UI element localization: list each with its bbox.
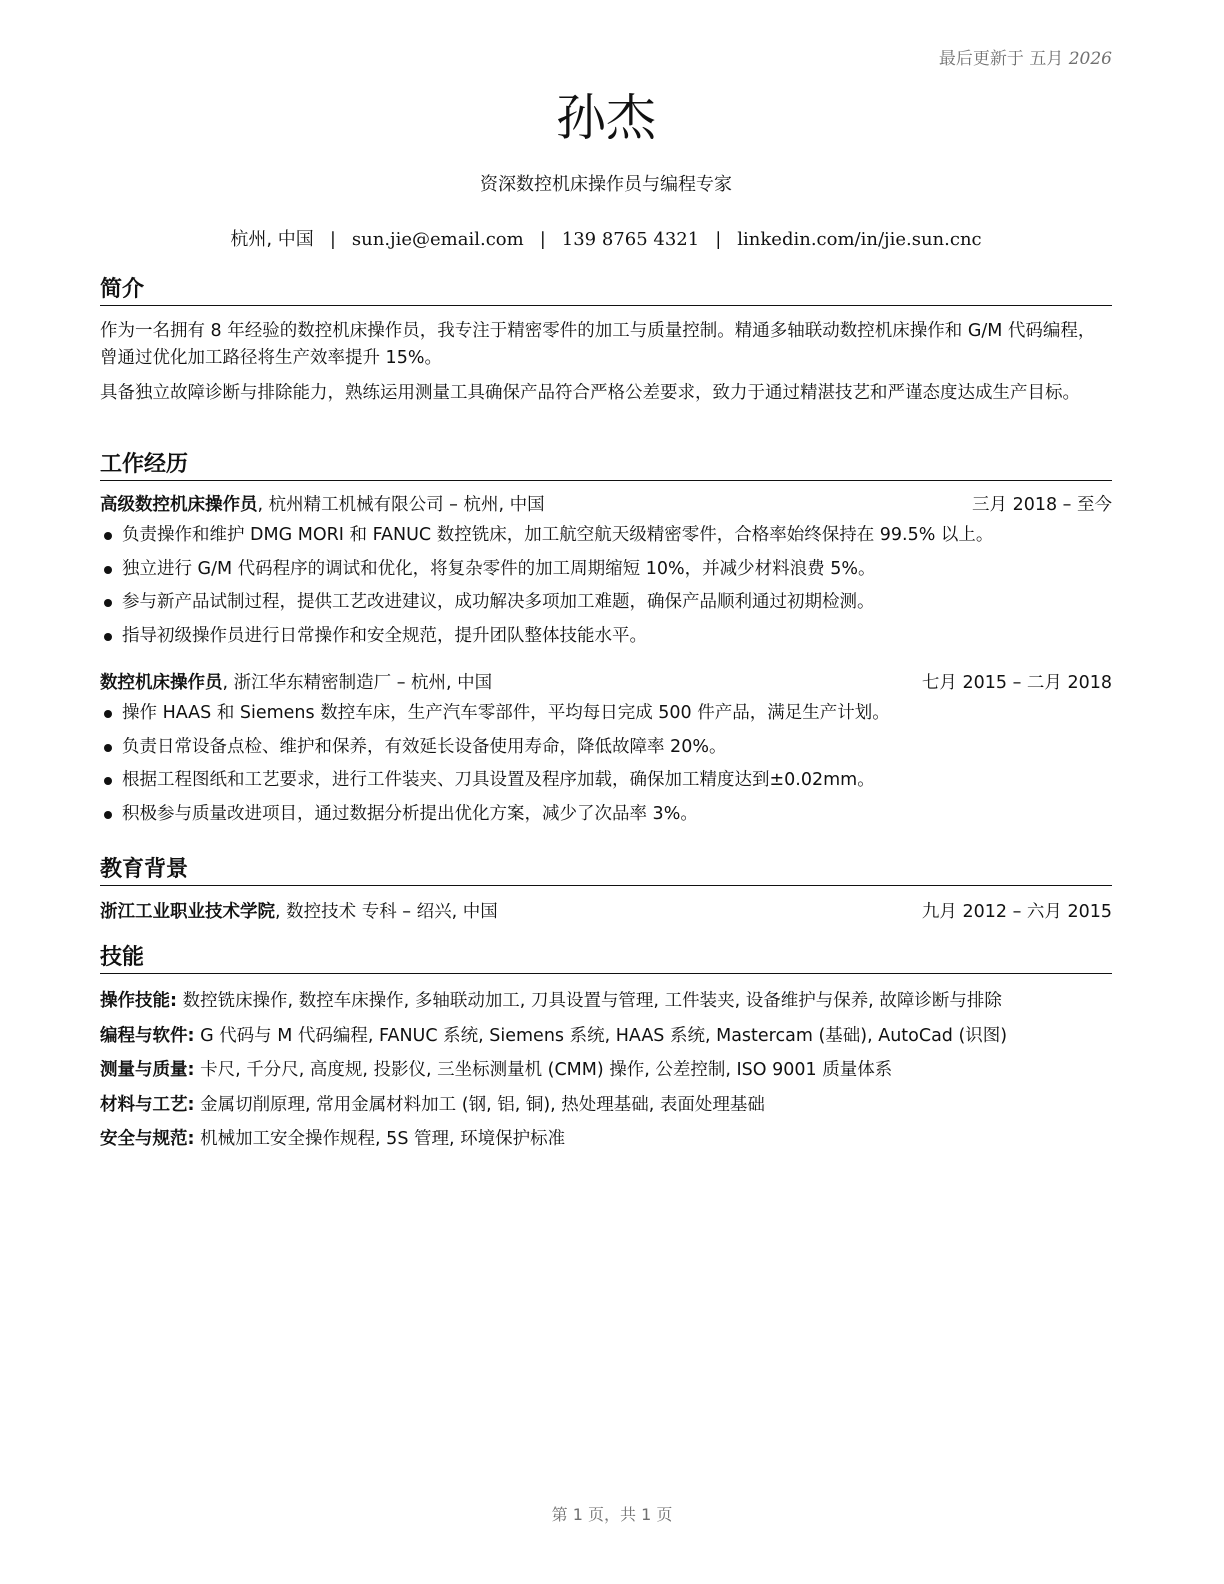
skill-label: 测量与质量: <box>100 1060 195 1080</box>
list-item: 操作 HAAS 和 Siemens 数控车床，生产汽车零部件，平均每日完成 500 件产品，满足生产计划。 <box>100 697 1112 731</box>
skills-section <box>100 944 1112 1157</box>
skill-row <box>100 1122 1112 1157</box>
job-bullets <box>100 519 1112 653</box>
education-section <box>100 856 1112 926</box>
page-footer: 第 1 页，共 1 页 <box>551 1505 673 1524</box>
summary-paragraph: 具备独立故障诊断与排除能力，熟练运用测量工具确保产品符合严格公差要求，致力于通过精湛技艺和严谨态度达成生产目标。 <box>100 383 1080 403</box>
skill-row <box>100 984 1112 1019</box>
job-header <box>100 491 1112 519</box>
skill-value: G 代码与 M 代码编程, FANUC 系统, Siemens 系统, HAAS 系统, Mastercam (基础), AutoCad (识图) <box>194 1025 1008 1046</box>
skill-label: 材料与工艺: <box>100 1094 195 1115</box>
skill-label: 操作技能: <box>100 991 177 1011</box>
skills-list <box>100 984 1112 1157</box>
job-dates: 三月 2018 – 至今 <box>972 495 1112 515</box>
section-title-summary: 简介 <box>100 276 1112 306</box>
job-org: , 杭州精工机械有限公司 – 杭州, 中国 <box>257 495 545 515</box>
education-school: 浙江工业职业技术学院 <box>100 902 275 922</box>
job-dates: 七月 2015 – 二月 2018 <box>921 673 1112 693</box>
job-bullets <box>100 697 1112 831</box>
skill-row <box>100 1053 1112 1088</box>
skill-value: 卡尺, 千分尺, 高度规, 投影仪, 三坐标测量机 (CMM) 操作, 公差控制, ISO 9001 质量体系 <box>194 1060 893 1080</box>
contact-linkedin[interactable]: linkedin.com/in/jie.sun.cnc <box>737 229 982 250</box>
job-role: 数控机床操作员 <box>100 673 223 693</box>
list-item: 独立进行 G/M 代码程序的调试和优化，将复杂零件的加工周期缩短 10%，并减少材料浪费 5%。 <box>100 553 1112 587</box>
section-title-skills: 技能 <box>100 944 1112 974</box>
skill-label: 安全与规范: <box>100 1129 195 1149</box>
list-item: 积极参与质量改进项目，通过数据分析提出优化方案，减少了次品率 3%。 <box>100 798 1112 832</box>
education-dates: 九月 2012 – 六月 2015 <box>921 902 1112 922</box>
section-title-education: 教育背景 <box>100 856 1112 886</box>
job-role: 高级数控机床操作员 <box>100 495 258 515</box>
job-org: , 浙江华东精密制造厂 – 杭州, 中国 <box>222 673 493 693</box>
job-entry <box>100 491 1112 653</box>
last-updated <box>939 44 1112 69</box>
last-updated-year: 2026 <box>1068 49 1112 69</box>
education-detail: , 数控技术 专科 – 绍兴, 中国 <box>275 902 498 922</box>
candidate-name: 孙杰 <box>556 89 656 147</box>
summary-paragraph: 作为一名拥有 8 年经验的数控机床操作员，我专注于精密零件的加工与质量控制。精通多轴联动数控机床操作和 G/M 代码编程，曾通过优化加工路径将生产效率提升 15%。 <box>100 321 1096 368</box>
contact-email[interactable]: sun.jie@email.com <box>351 229 524 250</box>
skill-value: 金属切削原理, 常用金属材料加工 (钢, 铝, 铜), 热处理基础, 表面处理基础 <box>194 1094 765 1115</box>
contact-separator: | <box>539 229 546 250</box>
section-title-experience: 工作经历 <box>100 451 1112 481</box>
contact-location: 杭州, 中国 <box>230 229 314 250</box>
list-item: 负责日常设备点检、维护和保养，有效延长设备使用寿命，降低故障率 20%。 <box>100 731 1112 765</box>
experience-section <box>100 451 1112 831</box>
skill-value: 机械加工安全操作规程, 5S 管理, 环境保护标准 <box>194 1129 566 1149</box>
job-header <box>100 669 1112 697</box>
contact-phone[interactable]: 139 8765 4321 <box>561 229 700 250</box>
list-item: 指导初级操作员进行日常操作和安全规范，提升团队整体技能水平。 <box>100 620 1112 654</box>
last-updated-prefix: 最后更新于 五月 <box>938 49 1064 69</box>
job-entry <box>100 669 1112 831</box>
list-item: 根据工程图纸和工艺要求，进行工件装夹、刀具设置及程序加载，确保加工精度达到±0.02mm。 <box>100 764 1112 798</box>
list-item: 负责操作和维护 DMG MORI 和 FANUC 数控铣床，加工航空航天级精密零件，合格率始终保持在 99.5% 以上。 <box>100 519 1112 553</box>
skill-row <box>100 1088 1112 1123</box>
summary-section <box>100 276 1112 407</box>
list-item: 参与新产品试制过程，提供工艺改进建议，成功解决多项加工难题，确保产品顺利通过初期检测。 <box>100 586 1112 620</box>
contact-separator: | <box>715 229 722 250</box>
skill-value: 数控铣床操作, 数控车床操作, 多轴联动加工, 刀具设置与管理, 工件装夹, 设备维护与保养, 故障诊断与排除 <box>177 991 1002 1011</box>
skill-row <box>100 1019 1112 1054</box>
contact-separator: | <box>329 229 336 250</box>
skill-label: 编程与软件: <box>100 1025 195 1046</box>
resume-page <box>100 0 1112 1584</box>
education-entry <box>100 898 1112 926</box>
contact-line <box>100 225 1112 251</box>
candidate-tagline: 资深数控机床操作员与编程专家 <box>480 174 732 195</box>
